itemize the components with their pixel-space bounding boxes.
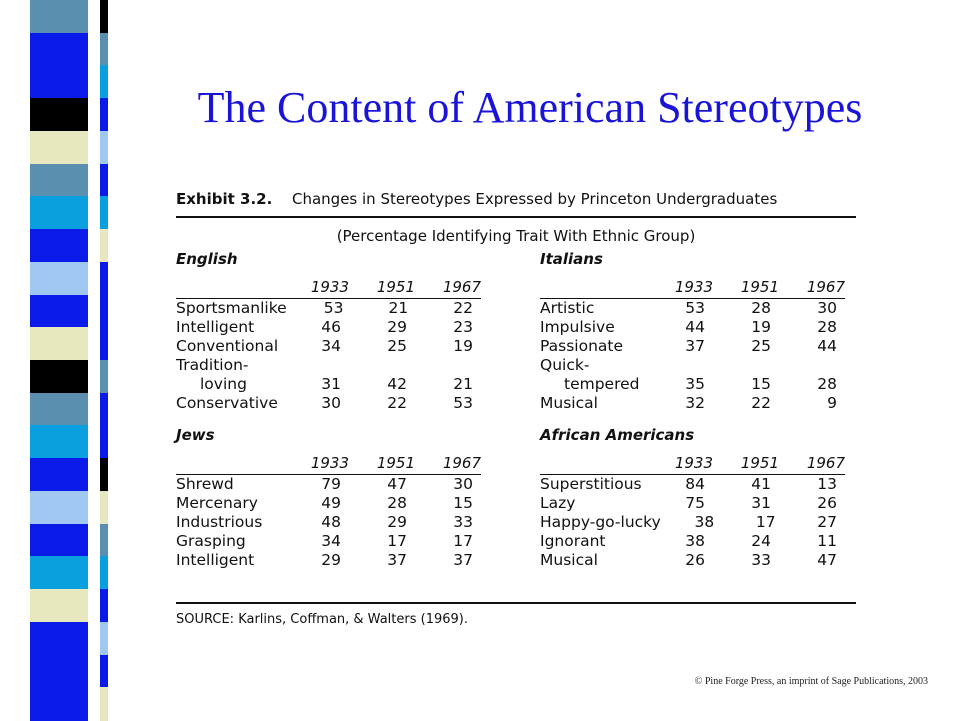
percentage-cell: 37 bbox=[453, 551, 473, 569]
stripe-edge-block bbox=[100, 327, 108, 361]
percentage-cell: 53 bbox=[323, 299, 344, 317]
percentage-cell: 29 bbox=[321, 551, 341, 569]
stripe-edge-block bbox=[100, 295, 108, 329]
table-row bbox=[176, 337, 481, 356]
percentage-cell: 49 bbox=[321, 494, 341, 512]
stripe-block bbox=[30, 98, 88, 132]
percentage-cell: 28 bbox=[751, 299, 771, 317]
percentage-cell: 24 bbox=[751, 532, 771, 550]
stripe-block bbox=[30, 622, 88, 656]
section-second bbox=[176, 426, 856, 602]
year-header-row bbox=[176, 278, 481, 299]
stripe-block bbox=[30, 164, 88, 198]
table-row bbox=[540, 318, 845, 337]
percentage-cell: 22 bbox=[751, 394, 771, 412]
percentage-cell: 42 bbox=[387, 375, 407, 393]
percentage-cell: 15 bbox=[751, 375, 771, 393]
trait-label: Lazy bbox=[540, 494, 576, 512]
percentage-cell: 21 bbox=[453, 375, 473, 393]
percentage-cell: 84 bbox=[685, 475, 705, 493]
year-header: 1933 bbox=[310, 454, 349, 472]
stripe-edge-block bbox=[100, 196, 108, 230]
percentage-cell: 34 bbox=[321, 532, 341, 550]
stripe-block bbox=[30, 33, 88, 67]
trait-label: Sportsmanlike bbox=[176, 299, 287, 317]
year-header: 1951 bbox=[740, 278, 779, 296]
table-row bbox=[176, 513, 481, 532]
percentage-cell: 33 bbox=[453, 513, 473, 531]
percentage-cell: 22 bbox=[387, 394, 407, 412]
stripe-block bbox=[30, 655, 88, 689]
percentage-cell bbox=[415, 356, 481, 375]
table-row bbox=[540, 494, 845, 513]
stripe-block bbox=[30, 262, 88, 296]
percentage-cell: 30 bbox=[453, 475, 473, 493]
trait-label: Musical bbox=[540, 551, 598, 569]
stripe-edge-block bbox=[100, 98, 108, 132]
stripe-edge-block bbox=[100, 229, 108, 263]
group-english bbox=[176, 250, 481, 413]
year-header: 1967 bbox=[442, 454, 481, 472]
table-row bbox=[540, 356, 845, 375]
percentage-cell: 25 bbox=[387, 337, 407, 355]
percentage-cell: 79 bbox=[321, 475, 341, 493]
exhibit-caption: Changes in Stereotypes Expressed by Princeton Undergraduates bbox=[292, 190, 778, 208]
percentage-cell: 9 bbox=[827, 394, 837, 412]
percentage-cell: 21 bbox=[388, 299, 409, 317]
percentage-cell: 29 bbox=[387, 318, 407, 336]
percentage-cell: 19 bbox=[453, 337, 473, 355]
trait-label: Musical bbox=[540, 394, 598, 412]
percentage-cell bbox=[349, 356, 415, 375]
stripe-edge-block bbox=[100, 655, 108, 689]
percentage-cell: 53 bbox=[685, 299, 705, 317]
stripe-edge-block bbox=[100, 622, 108, 656]
table-row bbox=[176, 494, 481, 513]
year-header: 1967 bbox=[806, 278, 845, 296]
year-header: 1967 bbox=[806, 454, 845, 472]
table-row bbox=[176, 532, 481, 551]
percentage-cell: 44 bbox=[685, 318, 705, 336]
percentage-cell bbox=[779, 356, 845, 375]
bottom-rule bbox=[176, 602, 856, 604]
decorative-stripe bbox=[0, 0, 108, 720]
group-jews bbox=[176, 426, 481, 570]
percentage-cell: 19 bbox=[751, 318, 771, 336]
percentage-cell: 30 bbox=[817, 299, 837, 317]
stripe-edge-block bbox=[100, 65, 108, 99]
percentage-cell: 37 bbox=[685, 337, 705, 355]
table-row bbox=[176, 318, 481, 337]
table-row bbox=[540, 513, 845, 532]
percentage-cell: 27 bbox=[817, 513, 837, 531]
percentage-cell: 28 bbox=[817, 375, 837, 393]
exhibit-header bbox=[176, 190, 856, 216]
percentage-cell: 11 bbox=[817, 532, 837, 550]
year-header: 1951 bbox=[376, 278, 415, 296]
year-header: 1933 bbox=[674, 454, 713, 472]
percentage-cell: 41 bbox=[751, 475, 771, 493]
percentage-cell: 25 bbox=[751, 337, 771, 355]
exhibit-number: Exhibit 3.2. bbox=[176, 190, 273, 208]
percentage-cell: 28 bbox=[387, 494, 407, 512]
stripe-block bbox=[30, 0, 88, 34]
percentage-cell: 53 bbox=[453, 394, 473, 412]
stripe-edge-block bbox=[100, 524, 108, 558]
trait-label: Grasping bbox=[176, 532, 246, 550]
copyright-notice: © Pine Forge Press, an imprint of Sage Publications, 2003 bbox=[694, 676, 928, 687]
percentage-cell bbox=[283, 356, 349, 375]
percentage-cell: 34 bbox=[321, 337, 341, 355]
stripe-edge-block bbox=[100, 425, 108, 459]
trait-label: Quick- bbox=[540, 356, 590, 374]
stripe-block bbox=[30, 360, 88, 394]
stripe-edge-block bbox=[100, 393, 108, 427]
table-row bbox=[176, 475, 481, 494]
table-row bbox=[176, 394, 481, 413]
table-row bbox=[176, 375, 481, 394]
percentage-cell: 31 bbox=[751, 494, 771, 512]
stripe-block bbox=[30, 327, 88, 361]
stripe-block bbox=[30, 229, 88, 263]
stripe-block bbox=[30, 131, 88, 165]
table-row bbox=[540, 551, 845, 570]
percentage-cell: 38 bbox=[685, 532, 705, 550]
percentage-cell: 38 bbox=[694, 513, 715, 531]
stripe-block bbox=[30, 589, 88, 623]
percentage-cell: 35 bbox=[685, 375, 705, 393]
stripe-block bbox=[30, 458, 88, 492]
exhibit-subheading: (Percentage Identifying Trait With Ethnic Group) bbox=[336, 227, 696, 245]
trait-label: Conventional bbox=[176, 337, 279, 355]
stripe-edge-block bbox=[100, 131, 108, 165]
top-rule bbox=[176, 216, 856, 218]
trait-label: Mercenary bbox=[176, 494, 258, 512]
trait-label: loving bbox=[200, 375, 247, 393]
percentage-cell: 29 bbox=[387, 513, 407, 531]
stripe-edge-block bbox=[100, 0, 108, 34]
trait-label: Industrious bbox=[176, 513, 263, 531]
slide-title: The Content of American Stereotypes bbox=[197, 83, 863, 132]
stripe-edge-block bbox=[100, 589, 108, 623]
percentage-cell: 23 bbox=[453, 318, 473, 336]
trait-label: Tradition- bbox=[176, 356, 249, 374]
table-row bbox=[176, 299, 481, 318]
source-note: SOURCE: Karlins, Coffman, & Walters (1969). bbox=[176, 612, 468, 627]
percentage-cell bbox=[713, 356, 779, 375]
trait-label: tempered bbox=[564, 375, 640, 393]
stripe-edge-block bbox=[100, 360, 108, 394]
percentage-cell: 44 bbox=[817, 337, 837, 355]
table-row bbox=[540, 375, 845, 394]
percentage-cell: 48 bbox=[321, 513, 341, 531]
trait-label: Happy-go-lucky bbox=[540, 513, 661, 531]
stripe-edge-block bbox=[100, 491, 108, 525]
stripe-block bbox=[30, 295, 88, 329]
percentage-cell: 26 bbox=[685, 551, 705, 569]
table-row bbox=[176, 551, 481, 570]
percentage-cell: 47 bbox=[817, 551, 837, 569]
percentage-cell: 46 bbox=[321, 318, 341, 336]
year-header-row bbox=[540, 454, 845, 475]
year-header: 1933 bbox=[674, 278, 713, 296]
table-row bbox=[540, 475, 845, 494]
stripe-block bbox=[30, 524, 88, 558]
percentage-cell: 17 bbox=[453, 532, 473, 550]
group-italians bbox=[540, 250, 845, 413]
percentage-cell: 47 bbox=[387, 475, 407, 493]
stripe-block bbox=[30, 425, 88, 459]
stripe-block bbox=[30, 196, 88, 230]
trait-label: Conservative bbox=[176, 394, 278, 412]
stripe-edge-block bbox=[100, 687, 108, 721]
group-name: English bbox=[176, 250, 238, 268]
stripe-block bbox=[30, 65, 88, 99]
percentage-cell: 28 bbox=[817, 318, 837, 336]
table-row bbox=[540, 337, 845, 356]
percentage-cell: 37 bbox=[387, 551, 407, 569]
year-header-row bbox=[540, 278, 845, 299]
percentage-cell: 33 bbox=[751, 551, 771, 569]
trait-label: Artistic bbox=[540, 299, 595, 317]
year-header-spacer bbox=[176, 278, 283, 298]
percentage-cell: 17 bbox=[755, 513, 776, 531]
stripe-edge-block bbox=[100, 458, 108, 492]
percentage-cell bbox=[647, 356, 713, 375]
group-african-americans bbox=[540, 426, 845, 570]
trait-label: Intelligent bbox=[176, 318, 255, 336]
trait-label: Intelligent bbox=[176, 551, 255, 569]
trait-label: Passionate bbox=[540, 337, 624, 355]
percentage-cell: 22 bbox=[453, 299, 473, 317]
stripe-edge-block bbox=[100, 164, 108, 198]
table-row bbox=[540, 532, 845, 551]
year-header-spacer bbox=[176, 454, 283, 474]
year-header: 1951 bbox=[740, 454, 779, 472]
percentage-cell: 32 bbox=[685, 394, 705, 412]
exhibit-table bbox=[176, 190, 856, 627]
section-first bbox=[176, 250, 856, 426]
year-header: 1951 bbox=[376, 454, 415, 472]
percentage-cell: 75 bbox=[685, 494, 705, 512]
table-row bbox=[176, 356, 481, 375]
percentage-cell: 26 bbox=[817, 494, 837, 512]
percentage-cell: 30 bbox=[321, 394, 341, 412]
trait-label: Shrewd bbox=[176, 475, 234, 493]
trait-label: Impulsive bbox=[540, 318, 615, 336]
table-row bbox=[540, 299, 845, 318]
stripe-edge-block bbox=[100, 33, 108, 67]
group-name: African Americans bbox=[540, 426, 695, 444]
year-header: 1933 bbox=[310, 278, 349, 296]
year-header-row bbox=[176, 454, 481, 475]
year-header-spacer bbox=[540, 278, 647, 298]
year-header: 1967 bbox=[442, 278, 481, 296]
group-name: Jews bbox=[176, 426, 215, 444]
percentage-cell: 13 bbox=[817, 475, 837, 493]
year-header-spacer bbox=[540, 454, 647, 474]
percentage-cell: 15 bbox=[453, 494, 473, 512]
trait-label: Superstitious bbox=[540, 475, 642, 493]
stripe-block bbox=[30, 687, 88, 721]
stripe-block bbox=[30, 393, 88, 427]
group-name: Italians bbox=[540, 250, 603, 268]
table-row bbox=[540, 394, 845, 413]
trait-label: Ignorant bbox=[540, 532, 606, 550]
percentage-cell: 17 bbox=[387, 532, 407, 550]
stripe-block bbox=[30, 491, 88, 525]
percentage-cell: 31 bbox=[321, 375, 341, 393]
stripe-edge-block bbox=[100, 262, 108, 296]
stripe-edge-block bbox=[100, 556, 108, 590]
stripe-block bbox=[30, 556, 88, 590]
